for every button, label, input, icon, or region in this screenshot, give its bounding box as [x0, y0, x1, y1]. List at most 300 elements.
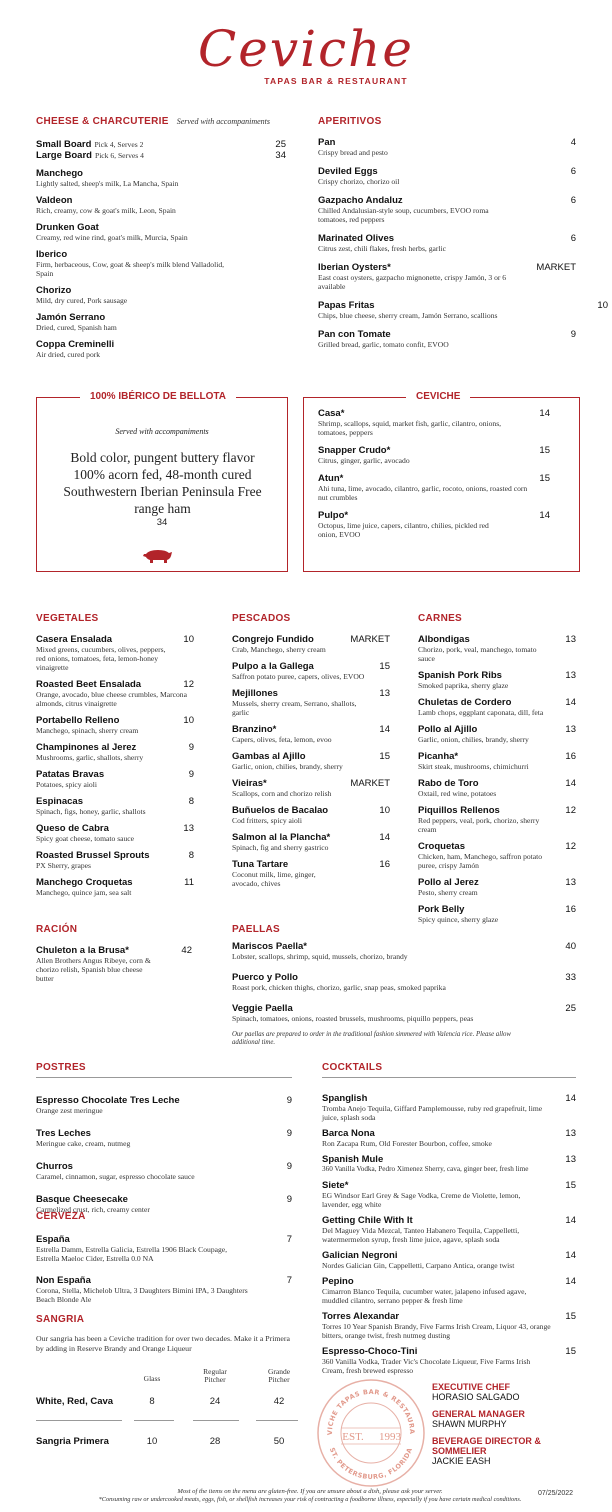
- cheese-item: [36, 195, 286, 215]
- item-desc: Nordes Galician Gin, Cappelletti, Carpano Antica, orange twist: [322, 1261, 515, 1270]
- item-desc: Mild, dry cured, Pork sausage: [36, 296, 128, 305]
- item-price: 15: [539, 473, 550, 484]
- item-price: 7: [286, 1234, 292, 1245]
- item-price: 11: [184, 877, 194, 888]
- item-name: Roasted Beet Ensalada: [36, 679, 142, 690]
- item-price: 15: [379, 751, 390, 762]
- carne-item: [418, 841, 576, 870]
- item-desc: Spicy goat cheese, tomato sauce: [36, 834, 135, 843]
- item-price: 40: [565, 941, 576, 952]
- item-price: 33: [565, 972, 576, 983]
- item-price: 13: [565, 634, 576, 645]
- aperitivo-item: [318, 166, 576, 186]
- postres-section: [36, 1062, 292, 1227]
- staff-role: BEVERAGE DIRECTOR & SOMMELIER: [432, 1436, 541, 1456]
- item-price: 6: [570, 166, 576, 177]
- item-desc: Spinach, figs, honey, garlic, shallots: [36, 807, 146, 816]
- item-name: Picanha*: [418, 751, 459, 762]
- item-desc: Firm, herbaceous, Cow, goat & sheep's milk blend Valladolid, Spain: [36, 260, 225, 278]
- item-price: MARKET: [350, 634, 390, 645]
- cocktail-item: [322, 1311, 576, 1340]
- restaurant-seal: [316, 1378, 426, 1488]
- item-desc: Crab, Manchego, sherry cream: [232, 645, 326, 654]
- item-desc: Smoked paprika, sherry glaze: [418, 681, 509, 690]
- item-price: MARKET: [536, 262, 576, 273]
- item-name: Espresso Chocolate Tres Leche: [36, 1095, 180, 1106]
- carne-item: [418, 697, 576, 717]
- sangria-header-regular: Regular Pitcher: [203, 1367, 227, 1384]
- item-desc: Lightly salted, sheep's milk, La Mancha, Spain: [36, 179, 179, 188]
- sangria-divider: [256, 1420, 298, 1421]
- sangria-section: [36, 1314, 296, 1354]
- item-name: Portabello Relleno: [36, 715, 120, 726]
- item-desc: Torres 10 Year Spanish Brandy, Five Farms Irish Cream, Liquor 43, orange bitters, orange twist, fresh nutmeg dusting: [322, 1322, 551, 1340]
- staff-role: GENERAL MANAGER: [432, 1409, 525, 1419]
- cocktail-item: [322, 1276, 576, 1305]
- item-price: 16: [565, 904, 576, 915]
- item-price: 14: [565, 1215, 576, 1226]
- item-price: 9: [570, 329, 576, 340]
- item-name: Siete*: [322, 1180, 349, 1191]
- item-desc: EG Windsor Earl Grey & Sage Vodka, Creme de Violette, lemon, lavender, egg white: [322, 1191, 521, 1209]
- item-price: 14: [565, 1093, 576, 1104]
- item-name: Patatas Bravas: [36, 769, 105, 780]
- carne-item: [418, 751, 576, 771]
- item-price: 9: [188, 742, 194, 753]
- item-name: Tuna Tartare: [232, 859, 289, 870]
- item-name: Drunken Goat: [36, 222, 99, 233]
- vegetal-item: [36, 679, 194, 708]
- cocktail-item: [322, 1180, 576, 1209]
- item-desc: Garlic, onion, chilies, brandy, sherry: [418, 735, 529, 744]
- postres-title: POSTRES: [36, 1062, 86, 1073]
- item-name: Manchego: [36, 168, 83, 179]
- cheese-item: [36, 339, 286, 359]
- cheese-item: [36, 249, 286, 278]
- item-name: Coppa Creminelli: [36, 339, 115, 350]
- item-name: Iberian Oysters*: [318, 262, 391, 273]
- item-name: Pan con Tomate: [318, 329, 391, 340]
- cheese-section: [36, 116, 286, 366]
- item-desc: Meringue cake, cream, nutmeg: [36, 1139, 131, 1148]
- board-item: [36, 150, 286, 161]
- postre-item: [36, 1161, 292, 1181]
- cocktail-item: [322, 1154, 576, 1174]
- item-desc: Dried, cured, Spanish ham: [36, 323, 117, 332]
- item-price: 12: [565, 805, 576, 816]
- sangria-title: SANGRIA: [36, 1314, 85, 1325]
- item-price: 25: [565, 1003, 576, 1014]
- aperitivo-item: [318, 262, 576, 291]
- item-name: Torres Alexandar: [322, 1311, 400, 1322]
- iberico-price: 34: [156, 517, 168, 528]
- item-desc: Air dried, cured pork: [36, 350, 101, 359]
- item-desc: Mushrooms, garlic, shallots, sherry: [36, 753, 144, 762]
- item-name: Galician Negroni: [322, 1250, 398, 1261]
- staff-name: SHAWN MURPHY: [432, 1419, 507, 1429]
- cerveza-item: [36, 1234, 292, 1263]
- item-desc: Manchego, quince jam, sea salt: [36, 888, 132, 897]
- item-desc: Mixed greens, cucumbers, olives, peppers, red onions, tomatoes, feta, lemon-honey vinaigrette: [36, 645, 166, 672]
- item-desc: Lobster, scallops, shrimp, squid, mussels, chorizo, brandy: [232, 952, 408, 961]
- item-desc: Garlic, onion, chilies, brandy, sherry: [232, 762, 343, 771]
- staff-list: [432, 1382, 582, 1473]
- item-desc: Orange zest meringue: [36, 1106, 103, 1115]
- carnes-title: CARNES: [418, 613, 463, 624]
- paellas-section: [232, 924, 576, 1047]
- racion-item: [36, 945, 192, 983]
- item-price: 9: [286, 1194, 292, 1205]
- board-label: Large Board: [36, 150, 92, 161]
- pescado-item: [232, 805, 390, 825]
- sangria-regular-price: 24: [209, 1396, 221, 1407]
- item-name: Champinones al Jerez: [36, 742, 137, 753]
- sangria-regular-price: 28: [209, 1436, 221, 1447]
- carne-item: [418, 904, 576, 924]
- vegetal-item: [36, 823, 194, 843]
- carne-item: [418, 877, 576, 897]
- paella-item: [232, 1003, 576, 1023]
- item-name: Vieiras*: [232, 778, 267, 789]
- item-price: 13: [565, 877, 576, 888]
- item-desc: Scallops, corn and chorizo relish: [232, 789, 332, 798]
- sangria-glass-price: 10: [146, 1436, 158, 1447]
- item-name: Mejillones: [232, 688, 278, 699]
- sangria-row-name: Sangria Primera: [36, 1436, 109, 1447]
- ceviche-item: [318, 510, 550, 539]
- pescado-item: [232, 661, 390, 681]
- item-name: Casera Ensalada: [36, 634, 113, 645]
- item-desc: Tromba Anejo Tequila, Giffard Pamplemousse, ruby red grapefruit, lime juice, splash soda: [322, 1104, 543, 1122]
- logo-script: Ceviche: [198, 20, 414, 78]
- item-desc: Del Maguey Vida Mezcal, Tanteo Habanero Tequila, Cappelletti, watermermelon syrup, fresh lime juice, agave, splash soda: [322, 1226, 520, 1244]
- item-price: 15: [565, 1311, 576, 1322]
- vegetal-item: [36, 769, 194, 789]
- cocktails-section: [322, 1062, 576, 1381]
- item-price: 13: [565, 1154, 576, 1165]
- item-desc: Ron Zacapa Rum, Old Forester Bourbon, coffee, smoke: [322, 1139, 492, 1148]
- carne-item: [418, 805, 576, 834]
- item-desc: Spicy quince, sherry glaze: [418, 915, 499, 924]
- item-desc: Citrus, ginger, garlic, avocado: [318, 456, 410, 465]
- restaurant-logo: [0, 22, 612, 86]
- board-item: [36, 139, 286, 150]
- item-desc: Chilled Andalusian-style soup, cucumbers, EVOO roma tomatoes, red peppers: [318, 206, 489, 224]
- vegetal-item: [36, 634, 194, 672]
- pescado-item: [232, 634, 390, 654]
- item-price: 12: [565, 841, 576, 852]
- item-name: Espinacas: [36, 796, 83, 807]
- board-price: 25: [275, 139, 286, 150]
- cheese-item: [36, 168, 286, 188]
- board-price: 34: [275, 150, 286, 161]
- pescados-title: PESCADOS: [232, 613, 291, 624]
- postre-item: [36, 1095, 292, 1115]
- item-name: Mariscos Paella*: [232, 941, 307, 952]
- item-name: España: [36, 1234, 70, 1245]
- item-name: Buñuelos de Bacalao: [232, 805, 329, 816]
- item-desc: Oxtail, red wine, potatoes: [418, 789, 497, 798]
- divider: [322, 1077, 576, 1078]
- board-label: Small Board: [36, 139, 92, 150]
- item-desc: Octopus, lime juice, capers, cilantro, chilies, pickled red onion, EVOO: [318, 521, 489, 539]
- item-price: 13: [183, 823, 194, 834]
- item-desc: Red peppers, veal, pork, chorizo, sherry cream: [418, 816, 540, 834]
- item-price: MARKET: [350, 778, 390, 789]
- footer-gluten-note: Most of the items on the menu are gluten-free. If you are unsure about a dish, please ask your server.: [177, 1488, 443, 1495]
- item-price: 15: [565, 1180, 576, 1191]
- ceviche-list: [318, 408, 550, 547]
- item-desc: Mussels, sherry cream, Serrano, shallots, garlic: [232, 699, 357, 717]
- item-desc: Rich, creamy, cow & goat's milk, Leon, Spain: [36, 206, 176, 215]
- item-price: 6: [570, 195, 576, 206]
- ceviche-item: [318, 445, 550, 465]
- carne-item: [418, 778, 576, 798]
- board-desc: Pick 4, Serves 2: [94, 140, 144, 149]
- item-price: 14: [379, 724, 390, 735]
- ceviche-item: [318, 408, 550, 437]
- item-price: 9: [286, 1095, 292, 1106]
- item-name: Pollo al Jerez: [418, 877, 479, 888]
- item-price: 42: [181, 945, 192, 956]
- item-name: Basque Cheesecake: [36, 1194, 128, 1205]
- item-desc: Creamy, red wine rind, goat's milk, Murcia, Spain: [36, 233, 188, 242]
- cerveza-item: [36, 1275, 292, 1304]
- item-name: Deviled Eggs: [318, 166, 378, 177]
- racion-section: [36, 924, 192, 990]
- item-name: Pollo al Ajillo: [418, 724, 478, 735]
- carnes-section: [418, 613, 576, 931]
- item-desc: Skirt steak, mushrooms, chimichurri: [418, 762, 529, 771]
- postre-item: [36, 1128, 292, 1148]
- item-name: Queso de Cabra: [36, 823, 109, 834]
- item-desc: Grilled bread, garlic, tomato confit, EVOO: [318, 340, 449, 349]
- item-desc: Crispy chorizo, chorizo oil: [318, 177, 400, 186]
- paella-item: [232, 972, 576, 992]
- item-price: 14: [379, 832, 390, 843]
- seal-year: 1993: [379, 1431, 401, 1443]
- vegetal-item: [36, 796, 194, 816]
- item-desc: Chorizo, pork, veal, manchego, tomato sauce: [418, 645, 537, 663]
- sangria-desc: Our sangria has been a Ceviche tradition for over two decades. Make it a Primera by adding in Reserve Brandy and Orange Liqueur: [36, 1334, 290, 1353]
- cocktail-item: [322, 1250, 576, 1270]
- item-price: 10: [379, 805, 390, 816]
- carne-item: [418, 634, 576, 663]
- item-desc: Corona, Stella, Michelob Ultra, 3 Daughters Bimini IPA, 3 Daughters Beach Blonde Ale: [36, 1286, 248, 1304]
- item-name: Branzino*: [232, 724, 277, 735]
- paellas-title: PAELLAS: [232, 924, 281, 935]
- item-price: 8: [188, 850, 194, 861]
- cocktail-item: [322, 1215, 576, 1244]
- ceviche-item: [318, 473, 550, 502]
- sangria-divider: [134, 1420, 174, 1421]
- svg-text:CEVICHE TAPAS BAR & RESTAURANT: [316, 1378, 416, 1435]
- cerveza-title: CERVEZA: [36, 1211, 86, 1222]
- item-desc: Spinach, fig and sherry gastrico: [232, 843, 329, 852]
- iberico-desc: Bold color, pungent buttery flavor 100% acorn fed, 48-month cured Southwestern Iberian Peninsula Free range ham: [63, 450, 262, 516]
- item-desc: Carmelized crust, rich, creamy center: [36, 1205, 150, 1214]
- item-price: 14: [565, 1250, 576, 1261]
- board-name: [36, 150, 286, 161]
- sangria-divider: [193, 1420, 239, 1421]
- item-name: Chuleton a la Brusa*: [36, 945, 129, 956]
- cocktails-title: COCKTAILS: [322, 1062, 383, 1073]
- item-name: Veggie Paella: [232, 1003, 293, 1014]
- pescado-item: [232, 751, 390, 771]
- vegetales-section: [36, 613, 194, 904]
- aperitivos-section: [318, 116, 608, 358]
- board-name: [36, 139, 286, 150]
- divider: [36, 1077, 292, 1078]
- item-desc: Spinach, tomatoes, onions, roasted brussels, mushrooms, piquillo peppers, peas: [232, 1014, 474, 1023]
- item-price: 12: [183, 679, 194, 690]
- cheese-item: [36, 312, 286, 332]
- seal-est: EST.: [342, 1431, 364, 1443]
- item-price: 9: [188, 769, 194, 780]
- board-list: [36, 139, 286, 161]
- item-desc: Allen Brothers Angus Ribeye, corn & chorizo relish, Spanish blue cheese butter: [36, 956, 151, 983]
- item-name: Manchego Croquetas: [36, 877, 133, 888]
- item-name: Atun*: [318, 473, 344, 484]
- sangria-glass-price: 8: [149, 1396, 155, 1407]
- item-desc: Roast pork, chicken thighs, chorizo, garlic, snap peas, smoked paprika: [232, 983, 446, 992]
- item-name: Non España: [36, 1275, 91, 1286]
- item-name: Congrejo Fundido: [232, 634, 314, 645]
- staff-name: HORASIO SALGADO: [432, 1392, 520, 1402]
- item-name: Snapper Crudo*: [318, 445, 391, 456]
- item-name: Salmon al la Plancha*: [232, 832, 331, 843]
- item-name: Tres Leches: [36, 1128, 91, 1139]
- item-desc: Lamb chops, eggplant caponata, dill, feta: [418, 708, 544, 717]
- item-price: 13: [565, 670, 576, 681]
- aperitivos-title: APERITIVOS: [318, 116, 382, 127]
- item-desc: Chips, blue cheese, sherry cream, Jamón Serrano, scallions: [318, 311, 498, 320]
- pescado-item: [232, 832, 390, 852]
- item-desc: 360 Vanilla Vodka, Trader Vic's Chocolate Liqueur, Five Farms Irish Cream, fresh brewed espresso: [322, 1357, 531, 1375]
- pig-icon: [143, 548, 173, 569]
- item-name: Marinated Olives: [318, 233, 395, 244]
- item-name: Espresso-Choco-Tini: [322, 1346, 418, 1357]
- item-desc: Cimarron Blanco Tequila, cucumber water, jalapeno infused agave, muddled cilantro, serrano pepper & fresh lime: [322, 1287, 527, 1305]
- item-name: Roasted Brussel Sprouts: [36, 850, 150, 861]
- item-name: Getting Chile With It: [322, 1215, 413, 1226]
- item-name: Papas Fritas: [318, 300, 375, 311]
- item-price: 9: [286, 1161, 292, 1172]
- aperitivo-item: [318, 233, 576, 253]
- item-price: 6: [570, 233, 576, 244]
- pescado-item: [232, 688, 390, 717]
- item-price: 14: [539, 510, 550, 521]
- item-price: 4: [570, 137, 576, 148]
- item-name: Jamón Serrano: [36, 312, 106, 323]
- carne-item: [418, 670, 576, 690]
- item-price: 13: [379, 688, 390, 699]
- item-name: Spanglish: [322, 1093, 368, 1104]
- item-name: Pork Belly: [418, 904, 465, 915]
- iberico-note: Served with accompaniments: [115, 427, 209, 436]
- pescado-item: [232, 778, 390, 798]
- item-name: Gambas al Ajillo: [232, 751, 306, 762]
- item-name: Barca Nona: [322, 1128, 375, 1139]
- item-price: 10: [183, 634, 194, 645]
- item-desc: Pesto, sherry cream: [418, 888, 478, 897]
- item-desc: Cod fritters, spicy aioli: [232, 816, 303, 825]
- item-name: Pan: [318, 137, 336, 148]
- item-desc: Potatoes, spicy aioli: [36, 780, 97, 789]
- item-price: 9: [286, 1128, 292, 1139]
- item-price: 10: [597, 300, 608, 311]
- item-name: Chuletas de Cordero: [418, 697, 512, 708]
- item-name: Spanish Pork Ribs: [418, 670, 502, 681]
- item-price: 15: [539, 445, 550, 456]
- item-name: Gazpacho Andaluz: [318, 195, 403, 206]
- item-name: Rabo de Toro: [418, 778, 479, 789]
- item-price: 13: [565, 1128, 576, 1139]
- board-desc: Pick 6, Serves 4: [94, 151, 144, 160]
- item-name: Valdeon: [36, 195, 73, 206]
- vegetales-title: VEGETALES: [36, 613, 99, 624]
- item-price: 8: [188, 796, 194, 807]
- footer-raw-warning: *Consuming raw or undercooked meats, eggs, fish, or shellfish increases your risk of contracting a foodborne illness, especially if you have certain medical conditions.: [98, 1496, 522, 1503]
- item-price: 14: [565, 778, 576, 789]
- seal-bottom-text: ST. PETERSBURG, FLORIDA: [327, 1446, 415, 1482]
- staff-role: EXECUTIVE CHEF: [432, 1382, 511, 1392]
- sangria-row: [36, 1396, 298, 1410]
- item-price: 15: [565, 1346, 576, 1357]
- item-desc: Citrus zest, chili flakes, fresh herbs, garlic: [318, 244, 446, 253]
- cerveza-section: [36, 1211, 292, 1311]
- item-name: Chorizo: [36, 285, 72, 296]
- logo-subtitle: TAPAS BAR & RESTAURANT: [264, 76, 408, 86]
- cocktail-item: [322, 1093, 576, 1122]
- menu-date: 07/25/2022: [538, 1490, 574, 1497]
- item-desc: Chicken, ham, Manchego, saffron potato puree, crispy Jamón: [418, 852, 543, 870]
- sangria-row: [36, 1436, 298, 1450]
- paella-item: [232, 941, 576, 961]
- item-price: 16: [379, 859, 390, 870]
- vegetal-item: [36, 742, 194, 762]
- sangria-header-grande: Grande Pitcher: [267, 1367, 291, 1384]
- pescado-item: [232, 859, 390, 888]
- pescados-section: [232, 613, 390, 895]
- staff-name: JACKIE EASH: [432, 1456, 491, 1466]
- carne-item: [418, 724, 576, 744]
- item-price: 14: [565, 1276, 576, 1287]
- sangria-grande-price: 50: [273, 1436, 285, 1447]
- item-desc: Capers, olives, feta, lemon, evoo: [232, 735, 332, 744]
- item-name: Pulpo a la Gallega: [232, 661, 314, 672]
- ceviche-title: CEVICHE: [406, 391, 470, 402]
- item-name: Pepino: [322, 1276, 354, 1287]
- item-name: Spanish Mule: [322, 1154, 384, 1165]
- paellas-note: Our paellas are prepared to order in the traditional fashion simmered with Valencia rice. Please allow additional time.: [232, 1031, 511, 1046]
- item-name: Iberico: [36, 249, 68, 260]
- item-name: Albondigas: [418, 634, 470, 645]
- item-desc: Shrimp, scallops, squid, market fish, garlic, cilantro, onions, tomatoes, peppers: [318, 419, 502, 437]
- seal-top-text: VICHE TAPAS BAR & RESTAURA: [325, 1387, 417, 1436]
- item-name: Churros: [36, 1161, 73, 1172]
- sangria-header-glass: Glass: [143, 1374, 161, 1383]
- racion-title: RACIÓN: [36, 924, 78, 935]
- cheese-note: Served with accompaniments: [176, 117, 270, 126]
- item-price: 15: [379, 661, 390, 672]
- section-title: [36, 116, 286, 127]
- item-desc: PX Sherry, grapes: [36, 861, 91, 870]
- sangria-divider: [36, 1420, 122, 1421]
- item-desc: Ahi tuna, lime, avocado, cilantro, garlic, rocoto, onions, roasted corn nut crumbles: [318, 484, 528, 502]
- item-desc: Orange, avocado, blue cheese crumbles, Marcona almonds, citrus vinaigrette: [36, 690, 187, 708]
- cocktail-item: [322, 1128, 576, 1148]
